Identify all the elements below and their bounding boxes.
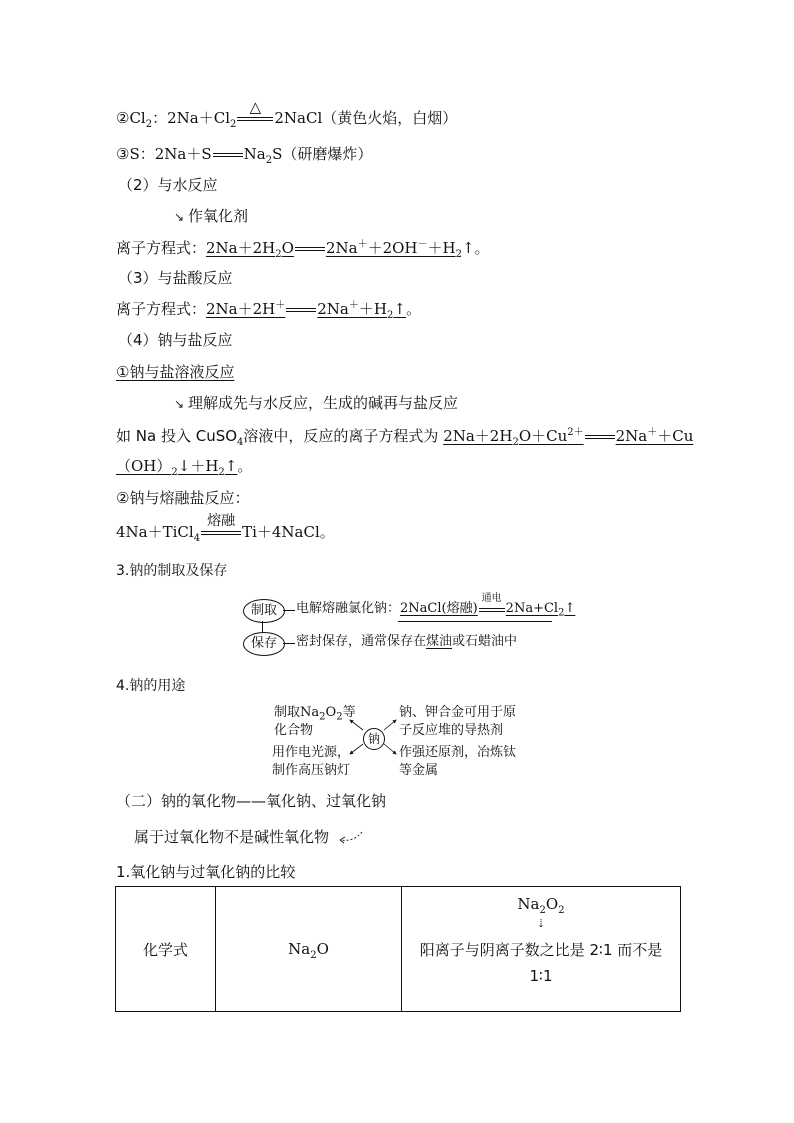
text: 化合物 xyxy=(274,723,314,738)
text: 子反应堆的导热剂 xyxy=(399,723,504,738)
answer xyxy=(443,427,694,448)
text: 离子方程式： xyxy=(116,300,207,318)
connector-line xyxy=(262,621,263,632)
arrow-icon: ↘ xyxy=(174,210,185,224)
text: Na xyxy=(517,895,540,913)
text: 1∶1 xyxy=(529,967,553,985)
equal-sign xyxy=(201,531,241,535)
text: O xyxy=(325,705,337,720)
text: 2 xyxy=(171,467,178,478)
text: ：2Na＋Cl xyxy=(152,109,230,127)
na2o2-cell xyxy=(402,887,681,1012)
text: ＋ xyxy=(357,239,368,250)
text: 电解熔融氯化钠： xyxy=(296,601,401,616)
text: 煤油 xyxy=(426,634,453,649)
connector-line xyxy=(283,610,295,611)
salt-note xyxy=(174,393,458,414)
text: 制取Na xyxy=(274,705,320,720)
text: 2 xyxy=(319,711,326,723)
text: 2Na＋2H xyxy=(206,239,276,257)
text: O＋Cu xyxy=(518,427,568,445)
text: 离子方程式： xyxy=(116,239,207,257)
section4-title: 4.钠的用途 xyxy=(116,678,186,694)
prep-oval: 制取 xyxy=(243,599,285,623)
water-ionic-equation xyxy=(116,238,490,258)
prep-text xyxy=(296,593,576,619)
text: 理解成先与水反应，生成的碱再与盐反应 xyxy=(188,394,459,412)
text: O xyxy=(281,239,294,257)
answer xyxy=(206,300,406,321)
text: ＋H xyxy=(427,239,456,257)
text: S（研磨爆炸） xyxy=(272,145,373,163)
text: 2NaCl（黄色火焰，白烟） xyxy=(274,109,458,127)
text: 2 xyxy=(336,711,343,723)
text: 2Na xyxy=(615,427,648,445)
melt-equation xyxy=(116,513,335,544)
sodium-center-oval: 钠 xyxy=(363,728,385,750)
text: O xyxy=(316,940,329,958)
text: 等 xyxy=(342,705,356,720)
connector-line xyxy=(283,643,295,644)
na2o2-formula xyxy=(402,895,680,916)
text: ↑。 xyxy=(461,239,490,257)
text: ＋Cu xyxy=(657,427,694,445)
answer xyxy=(206,239,462,260)
text: 4 xyxy=(237,437,244,448)
text: 溶液中，反应的离子方程式为 xyxy=(243,427,444,445)
heat-symbol: △ xyxy=(249,98,262,116)
cuso4-equation-line1 xyxy=(116,426,693,446)
text: Na xyxy=(243,145,266,163)
oxide-note xyxy=(134,827,364,847)
condition-text: 通电 xyxy=(481,593,502,604)
text: ↓＋H xyxy=(177,457,219,475)
text: ＋2OH xyxy=(367,239,418,257)
text: 2 xyxy=(230,119,237,130)
use-bottom-left xyxy=(272,744,350,780)
condition-text: 熔融 xyxy=(207,513,236,529)
text: 4Na＋TiCl xyxy=(116,523,194,541)
text: 2 xyxy=(386,310,394,321)
section3-title: 3.钠的制取及保存 xyxy=(116,563,228,579)
equal-sign xyxy=(295,247,325,251)
use-bottom-right xyxy=(399,744,516,780)
divider-line xyxy=(398,621,552,622)
text: 等金属 xyxy=(399,763,439,778)
table-row xyxy=(116,887,681,1012)
text: 2 xyxy=(558,905,565,916)
text: 2Na xyxy=(325,239,358,257)
text: （OH） xyxy=(116,457,172,475)
store-text xyxy=(296,633,517,651)
text: 或石蜡油中 xyxy=(452,634,518,649)
text: 2 xyxy=(558,607,565,619)
melt-reaction-heading: ②钠与熔融盐反应： xyxy=(116,489,250,507)
use-top-right xyxy=(399,704,516,740)
equal-sign xyxy=(479,608,505,612)
salt-reaction-heading: （4）钠与盐反应 xyxy=(118,331,233,349)
text: 2 xyxy=(455,249,462,260)
text: 2Na+Cl xyxy=(505,601,559,616)
arrow-icon xyxy=(350,744,363,754)
text: ＋ xyxy=(348,300,359,311)
answer xyxy=(116,457,238,478)
text: 2Na xyxy=(317,300,349,318)
cuso4-equation-line2 xyxy=(116,456,252,476)
text: 4 xyxy=(193,533,201,544)
text: ＋ xyxy=(647,427,658,438)
text: 密封保存，通常保存在 xyxy=(296,634,427,649)
text: 作氧化剂 xyxy=(188,207,249,225)
reaction-condition xyxy=(479,593,505,618)
equal-sign xyxy=(237,117,273,121)
acid-ionic-equation xyxy=(116,299,421,319)
text: 2 xyxy=(265,155,273,166)
row-label-cell: 化学式 xyxy=(116,887,216,1012)
arrow-icon xyxy=(384,720,396,730)
text: ＋H xyxy=(358,300,387,318)
arrow-icon xyxy=(350,720,363,730)
prep-equation xyxy=(400,593,576,619)
text: 如 Na 投入 CuSO xyxy=(116,427,238,445)
text: 2 xyxy=(218,467,225,478)
text: 阳离子与阴离子数之比是 2∶1 而不是 xyxy=(419,941,663,959)
reaction-condition xyxy=(201,513,241,542)
text: ↑ xyxy=(224,457,238,475)
text: 作强还原剂，冶炼钛 xyxy=(399,745,517,760)
text: Ti＋4NaCl。 xyxy=(242,523,335,541)
oxide-section-title: （二）钠的氧化物——氧化钠、过氧化钠 xyxy=(116,792,387,810)
text: ＋ xyxy=(275,300,286,311)
text: 2 xyxy=(539,905,546,916)
arrow-icon xyxy=(384,744,396,754)
text: 2 xyxy=(275,249,282,260)
text: ②Cl xyxy=(116,109,146,127)
text: － xyxy=(417,239,428,250)
salt-solution-heading: ①钠与盐溶液反应 xyxy=(116,363,235,381)
text: 2 xyxy=(512,437,519,448)
text: 。 xyxy=(237,457,253,475)
text: ↑ xyxy=(564,601,576,616)
equal-sign xyxy=(585,435,615,439)
text: 2Na＋2H xyxy=(206,300,276,318)
text: 2Na＋2H xyxy=(443,427,513,445)
text: ③S：2Na＋S xyxy=(116,145,212,163)
water-note xyxy=(174,206,248,227)
text: 用作电光源， xyxy=(272,745,351,760)
arrow-icon: ↘ xyxy=(174,397,185,411)
acid-reaction-heading: （3）与盐酸反应 xyxy=(118,269,233,287)
reaction-condition xyxy=(237,98,273,128)
na2o2-note xyxy=(402,937,680,989)
equal-sign xyxy=(213,153,243,157)
text: 2 xyxy=(145,119,153,130)
cl2-reaction-line xyxy=(116,98,458,130)
compare-title: 1.氧化钠与过氧化钠的比较 xyxy=(116,863,296,881)
text: 制作高压钠灯 xyxy=(272,763,351,778)
s-reaction-line xyxy=(116,144,372,164)
text: 钠、钾合金可用于原 xyxy=(399,705,517,720)
curved-arrow-icon xyxy=(334,830,364,846)
text: 2 xyxy=(310,950,317,961)
na2o-cell xyxy=(216,887,402,1012)
text: 。 xyxy=(405,300,421,318)
text: 2＋ xyxy=(567,427,584,438)
arrow-icon: ⇣ xyxy=(536,917,546,930)
text: Na xyxy=(288,940,311,958)
water-reaction-heading: （2）与水反应 xyxy=(118,176,218,194)
oxide-comparison-table xyxy=(115,886,681,1012)
text: O xyxy=(545,895,559,913)
uses-arrows xyxy=(340,712,410,767)
text: 属于过氧化物不是碱性氧化物 xyxy=(134,828,330,846)
store-oval: 保存 xyxy=(243,632,285,656)
text: ↑ xyxy=(393,300,406,318)
text: 2NaCl(熔融) xyxy=(400,601,478,616)
equal-sign xyxy=(286,308,316,312)
